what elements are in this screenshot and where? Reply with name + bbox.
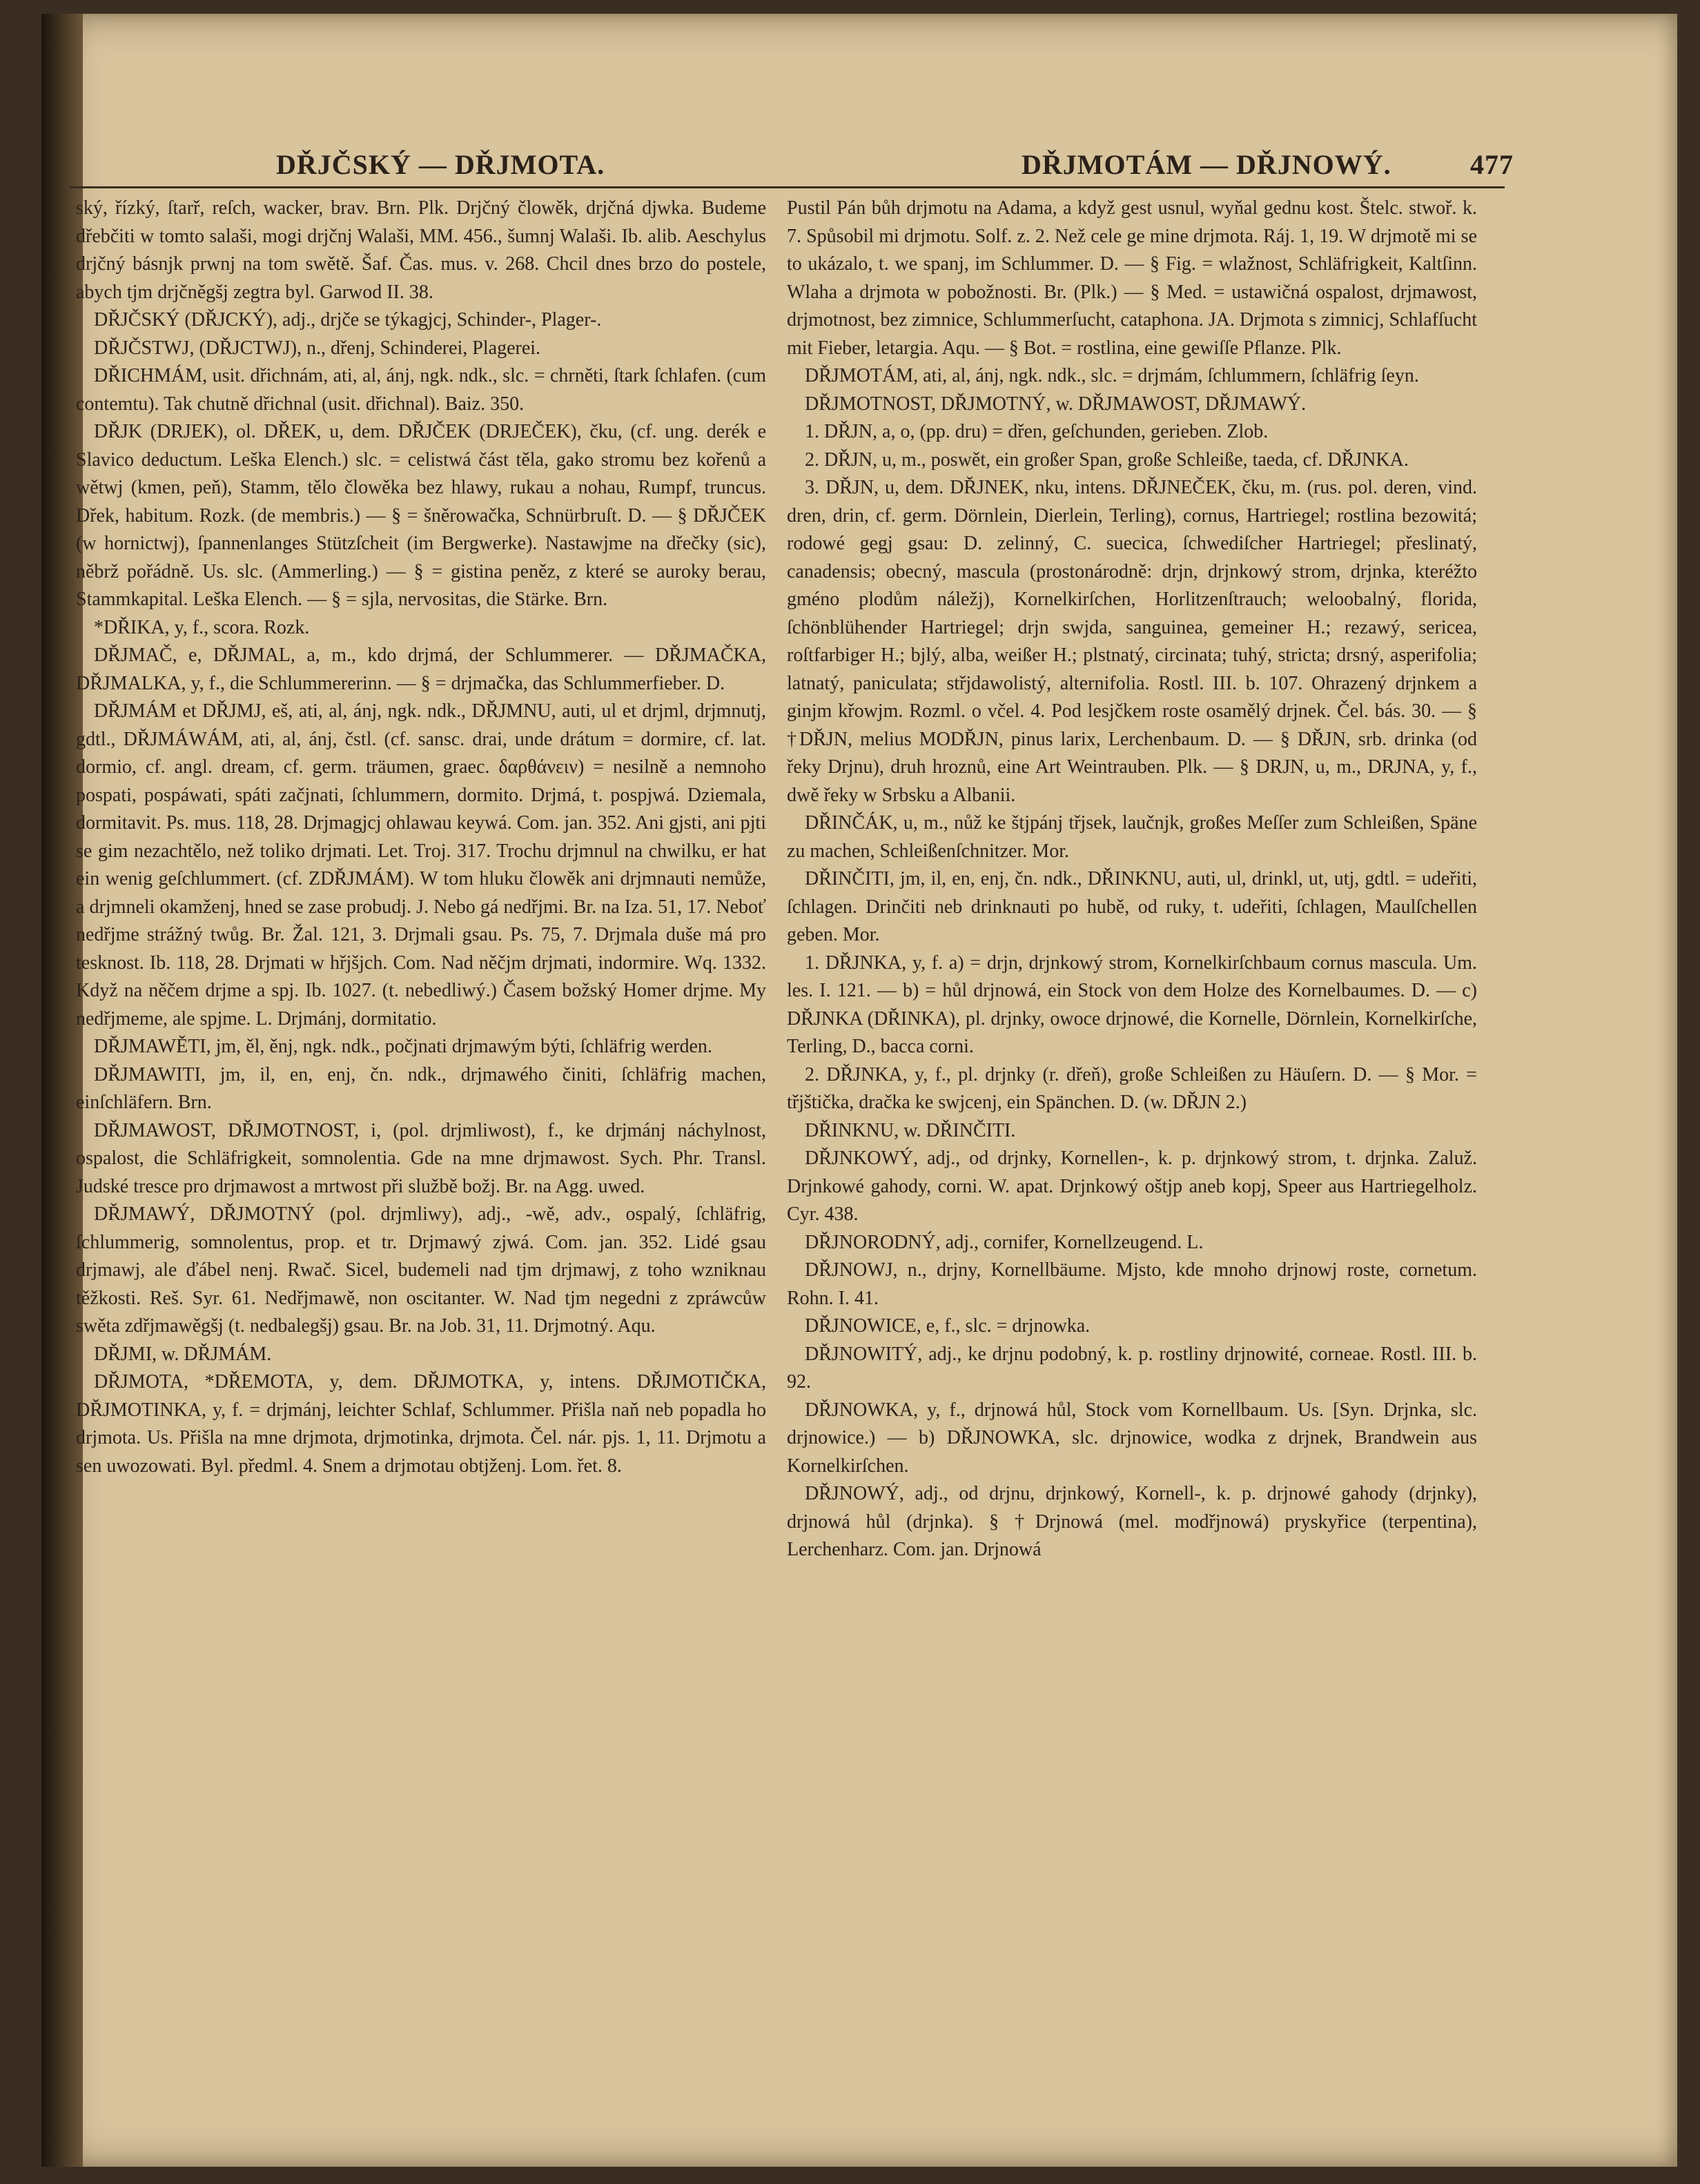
dictionary-entry: DŘJMAWÝ, DŘJMOTNÝ (pol. drjmliwy), adj., -wě, adv., ospalý, ſchläfrig, ſchlummerig, somnolentus, prop. et tr. Drjmawý zjwá. Com. jan. 352. Lidé gsau drjmawj, ale ďábel nenj. Rwač. Sicel, budemeli nad tjm drjmawj, z toho wzniknau těžkosti. Reš. Syr. 61. Nedřjmawě, non oscitanter. W. Nad tjm negedni z zpráwcůw swěta zdřjmawěgšj (t. nedbalegšj) gsau. Br. na Job. 31, 11. Drjmotný. Aqu. [76, 1203, 766, 1337]
dictionary-entry: 1. DŘJNKA, y, f. a) = drjn, drjnkowý strom, Kornelkirſchbaum cornus mascula. Um. les. I. 121. — b) = hůl drjnowá, ein Stock von dem Holze des Kornelbaumes. D. — c) DŘJNKA (DŘINKA), pl. drjnky, owoce drjnowé, die Kornelle, Dörnlein, Kornelkirſche, Terling, D., bacca corni. [787, 952, 1477, 1057]
running-head [41, 148, 1677, 190]
dictionary-entry: DŘJMAWĚTI, jm, ěl, ěnj, ngk. ndk., počjnati drjmawým býti, ſchläfrig werden. [94, 1036, 712, 1057]
dictionary-entry: DŘJNOWJ, n., drjny, Kornellbäume. Mjsto, kde mnoho drjnowj roste, cornetum. Rohn. I. 41. [787, 1259, 1477, 1309]
dictionary-entry: DŘINČÁK, u, m., nůž ke štjpánj třjsek, laučnjk, großes Meſſer zum Schleißen, Späne zu machen, Schleißenſchnitzer. Mor. [787, 812, 1477, 862]
left-column [76, 195, 766, 1480]
dictionary-entry: DŘINČITI, jm, il, en, enj, čn. ndk., DŘINKNU, auti, ul, drinkl, ut, utj, gdtl. = udeřiti, ſchlagen. Drinčiti neb drinknauti po hubě, od ruky, t. udeřiti, ſchlagen, Maulſchellen geben. Mor. [787, 868, 1477, 945]
dictionary-entry: 2. DŘJNKA, y, f., pl. drjnky (r. dřeň), große Schleißen zu Häuſern. D. — § Mor. = třjštička, dračka ke swjcenj, ein Spänchen. D. (w. DŘJN 2.) [787, 1063, 1477, 1113]
running-head-left: DŘJČSKÝ — DŘJMOTA. [276, 149, 605, 180]
dictionary-entry: DŘJMAWOST, DŘJMOTNOST, i, (pol. drjmliwost), f., ke drjmánj náchylnost, ospalost, die Schläfrigkeit, somnolentia. Gde na mne drjmawost. Sych. Phr. Transl. Judské tresce pro drjmawost a mrtwost při službě božj. Br. na Agg. uwed. [76, 1119, 766, 1197]
dictionary-entry: 3. DŘJN, u, dem. DŘJNEK, nku, intens. DŘJNEČEK, čku, m. (rus. pol. deren, vind. dren, drin, cf. germ. Dörnlein, Dierlein, Terling), cornus, Hartriegel; rostlina bezowitá; rodowé gegj gsau: D. zelinný, C. suecica, ſchwediſcher Hartriegel; přeslinatý, canadensis; obecný, mascula (prostonárodně: drjn, drjnkowý strom, drjnka, kteréžto gméno plodům náležj), Kornelkirſchen, Horlitzenſtrauch; weloobalný, florida, ſchönblühender Hartriegel; drjn swjda, sanguinea, gemeiner H.; rezawý, sericea, roſtfarbiger H.; bjlý, alba, weißer H.; plstnatý, circinata; tuhý, stricta; drsný, asperifolia; latnatý, paniculata; střjdawolistý, alternifolia. Rostl. III. b. 107. Ohrazený drjnkem a ginjm křowjm. Rozml. o včel. 4. Pod lesjčkem roste osamělý drjnek. Čel. bás. 30. — § †DŘJN, melius MODŘJN, pinus larix, Lerchenbaum. D. — § DŘJN, srb. drinka (od řeky Drjnu), druh hroznů, eine Art Weintrauben. Plk. — § DRJN, u, m., DRJNA, y, f., dwě řeky w Srbsku a Albanii. [787, 477, 1477, 806]
dictionary-entry: DŘJNOWITÝ, adj., ke drjnu podobný, k. p. rostliny drjnowité, corneae. Rostl. III. b. 92. [787, 1343, 1477, 1393]
dictionary-page [41, 14, 1677, 2167]
header-rule [69, 186, 1505, 188]
page-number: 477 [1470, 149, 1514, 180]
dictionary-entry: DŘJNKOWÝ, adj., od drjnky, Kornellen-, k. p. drjnkowý strom, t. drjnka. Zaluž. Drjnkowé gahody, corni. W. apat. Drjnkowý oštjp aneb kopj, Speer aus Hartriegelholz. Cyr. 438. [787, 1148, 1477, 1225]
dictionary-entry: DŘJMAČ, e, DŘJMAL, a, m., kdo drjmá, der Schlummerer. — DŘJMAČKA, DŘJMALKA, y, f., die Schlummererinn. — § = drjmačka, das Schlummerfieber. D. [76, 645, 766, 694]
dictionary-entry: DŘJČSTWJ, (DŘJCTWJ), n., dřenj, Schinderei, Plagerei. [94, 337, 541, 359]
dictionary-entry: DŘJČSKÝ (DŘJCKÝ), adj., drjče se týkagjcj, Schinder-, Plager-. [94, 309, 602, 331]
dictionary-entry: DŘJMOTNOST, DŘJMOTNÝ, w. DŘJMAWOST, DŘJMAWÝ. [805, 393, 1307, 415]
dictionary-entry: DŘJNOWÝ, adj., od drjnu, drjnkowý, Kornell-, k. p. drjnowé gahody (drjnky), drjnowá hůl (drjnka). § †Drjnowá (mel. modřjnowá) pryskyřice (terpentina), Lerchenharz. Com. jan. Drjnowá [787, 1483, 1477, 1560]
dictionary-entry: DŘJMOTÁM, ati, al, ánj, ngk. ndk., slc. = drjmám, ſchlummern, ſchläfrig ſeyn. [805, 365, 1419, 386]
dictionary-entry: 2. DŘJN, u, m., poswět, ein großer Span, große Schleiße, taeda, cf. DŘJNKA. [805, 449, 1409, 471]
right-column [787, 195, 1477, 1564]
dictionary-entry: DŘJMÁM et DŘJMJ, eš, ati, al, ánj, ngk. ndk., DŘJMNU, auti, ul et drjml, drjmnutj, gdtl., DŘJMÁWÁM, ati, al, ánj, čstl. (cf. sansc. drai, unde drátum = dormire, cf. lat. dormio, cf. angl. dream, cf. germ. träumen, graec. δαρθάνειν) = nesilně a nemnoho pospati, pospáwati, spáti začjnati, ſchlummern, dormito. Drjmá, t. pospjwá. Dziemala, dormitavit. Ps. mus. 118, 28. Drjmagjcj ohlawau keywá. Com. jan. 352. Ani gjsti, ani pjti se gim nezachtělo, než toliko drjmati. Let. Troj. 317. Trochu drjmnul na chwilku, er hat ein wenig geſchlummert. (cf. ZDŘJMÁM). W tom hluku člowěk ani drjmnauti nemůže, a drjmneli okamženj, hned se zase probudj. J. Nebo gá nedřjmi. Br. na Iza. 51, 17. Neboť nedřjme strážný twůg. Br. Žal. 121, 3. Drjmali gsau. Ps. 75, 7. Drjmala duše má pro tesknost. Ib. 118, 28. Drjmati w hřjšjch. Com. Nad něčjm drjmati, indormire. Wq. 1332. Když na něčem drjme a spj. Ib. 1027. (t. nebedliwý.) Časem božský Homer drjme. My nedřjmeme, ale spjme. L. Drjmánj, dormitatio. [76, 700, 766, 1030]
dictionary-entry: Pustil Pán bůh drjmotu na Adama, a když gest usnul, wyňal gednu kost. Štelc. stwoř. k. 7. Spůsobil mi drjmotu. Solf. z. 2. Než cele ge mine drjmota. Ráj. 1, 19. W drjmotě mi se to ukázalo, t. we spanj, im Schlummer. D. — § Fig. = wlažnost, Schläfrigkeit, Kaltſinn. Wlaha a drjmota w pobožnosti. Br. (Plk.) — § Med. = ustawičná ospalost, drjmawost, drjmotnost, bez zimnice, Schlummerſucht, cataphona. JA. Drjmota s zimnicj, Schlafſucht mit Fieber, letargia. Aqu. — § Bot. = rostlina, eine gewiſſe Pflanze. Plk. [787, 197, 1477, 359]
dictionary-entry: DŘJMI, w. DŘJMÁM. [94, 1343, 272, 1365]
dictionary-entry: DŘJNOWICE, e, f., slc. = drjnowka. [805, 1315, 1091, 1337]
dictionary-entry: DŘINKNU, w. DŘINČITI. [805, 1119, 1016, 1141]
dictionary-entry: DŘJMAWITI, jm, il, en, enj, čn. ndk., drjmawého činiti, ſchläfrig machen, einſchläfern. Brn. [76, 1063, 766, 1113]
dictionary-entry: 1. DŘJN, a, o, (pp. dru) = dřen, geſchunden, gerieben. Zlob. [805, 421, 1269, 442]
dictionary-entry: DŘJNORODNÝ, adj., cornifer, Kornellzeugend. L. [805, 1231, 1204, 1253]
dictionary-entry: *DŘIKA, y, f., scora. Rozk. [94, 616, 310, 638]
dictionary-entry: DŘJMOTA, *DŘEMOTA, y, dem. DŘJMOTKA, y, intens. DŘJMOTIČKA, DŘJMOTINKA, y, f. = drjmánj, leichter Schlaf, Schlummer. Přišla naň neb popadla ho drjmota. Us. Přišla na mne drjmota, drjmotinka, drjmota. Čel. nár. pjs. 1, 11. Drjmotu a sen uwozowati. Byl. předml. 4. Snem a drjmotau obtjženj. Lom. řet. 8. [76, 1371, 766, 1477]
dictionary-entry: DŘICHMÁM, usit. dřichnám, ati, al, ánj, ngk. ndk., slc. = chrněti, ſtark ſchlafen. (cum contemtu). Tak chutně dřichnal (usit. dřichnal). Baiz. 350. [76, 365, 766, 415]
dictionary-entry: DŘJNOWKA, y, f., drjnowá hůl, Stock vom Kornellbaum. Us. [Syn. Drjnka, slc. drjnowice.) — b) DŘJNOWKA, slc. drjnowice, wodka z drjnek, Brandwein aus Kornelkirſchen. [787, 1399, 1477, 1477]
dictionary-entry: ský, řízký, ſtarř, reſch, wacker, brav. Brn. Plk. Drjčný člowěk, drjčná djwka. Budeme dřebčiti w tomto salaši, mogi drjčnj Walaši, MM. 456., šumnj Walaši. Ib. alib. Aeschylus drjčný básnjk prwnj na tom swětě. Šaf. Čas. mus. v. 268. Chcil dnes brzo do postele, abych tjm drjčněgšj zegtra byl. Garwod II. 38. [76, 197, 766, 303]
dictionary-entry: DŘJK (DRJEK), ol. DŘEK, u, dem. DŘJČEK (DRJEČEK), čku, (cf. ung. derék e Slavico deductum. Leška Elench.) slc. = celistwá část těla, gako stromu bez kořenů a wětwj (kmen, peň), Stamm, tělo člowěka bez hlawy, rukau a nohau, Rumpf, truncus. Dřek, habitum. Rozk. (de membris.) — § = šněrowačka, Schnürbruſt. D. — § DŘJČEK (w hornictwj), ſpannenlanges Stützſcheit (im Bergwerke). Nastawjme na dřečky (sic), něbrž pořádně. Us. slc. (Ammerling.) — § = gistina peněz, z které se auroky berau, Stammkapital. Leška Elench. — § = sjla, nervositas, die Stärke. Brn. [76, 421, 766, 610]
running-head-right: DŘJMOTÁM — DŘJNOWÝ. [1022, 149, 1391, 180]
